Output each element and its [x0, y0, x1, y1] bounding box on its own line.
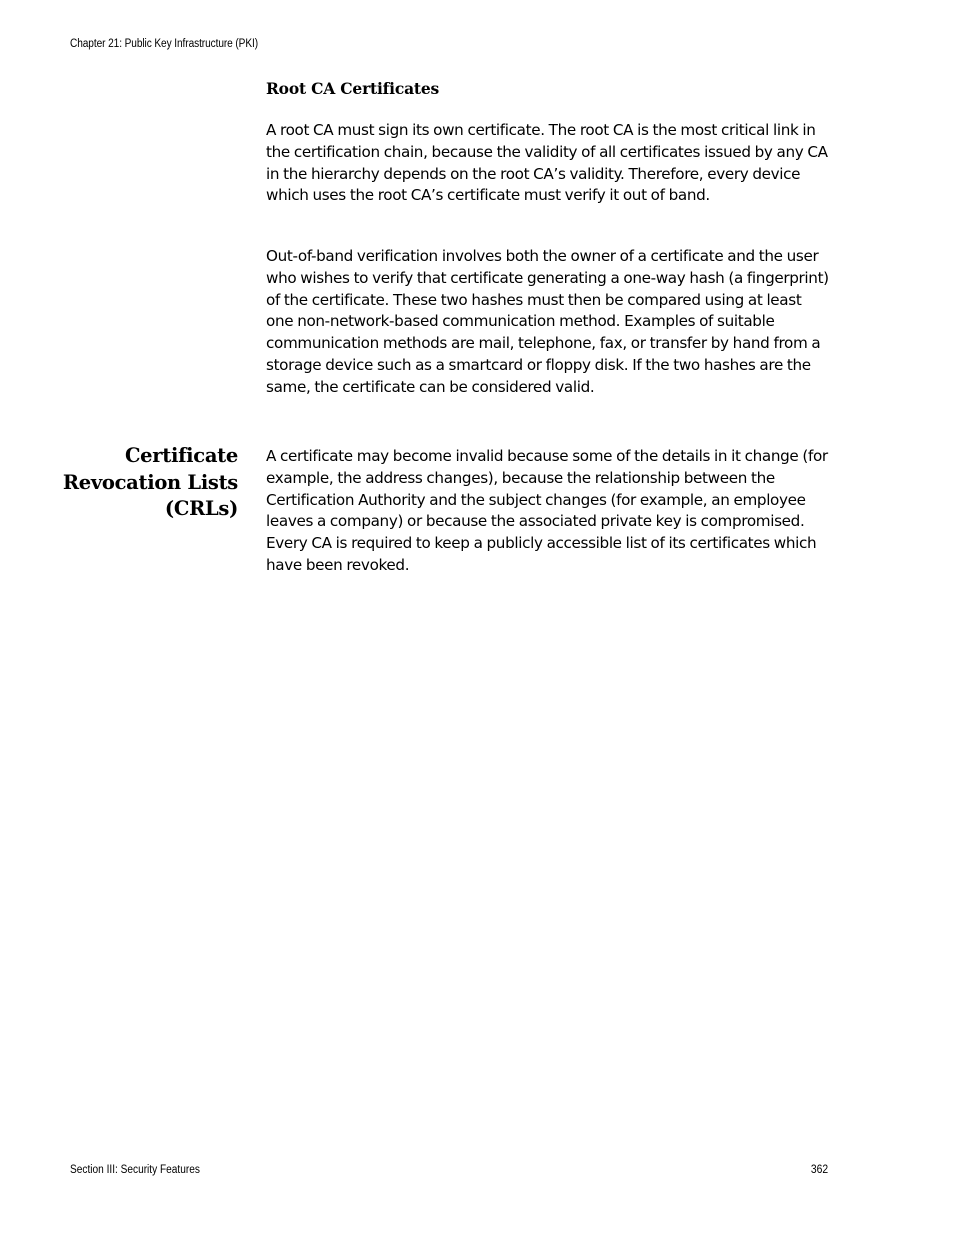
- crl-section-heading: [38, 443, 238, 523]
- footer-page-number: 362: [810, 1164, 828, 1176]
- root-ca-heading: Root CA Certificates: [266, 79, 440, 98]
- crl-heading-line-2: Revocation Lists: [62, 470, 238, 494]
- footer-section-label: Section III: Security Features: [70, 1164, 200, 1176]
- crl-heading-line-3: (CRLs): [164, 497, 238, 520]
- root-ca-paragraph-1: A root CA must sign its own certificate. The root CA is the most critical link in the certification chain, because the validity of all certificates issued by any CA in the hierarchy depends on the root CA’s validity. Therefore, every device which uses the root CA’s certificate must verify it out of band.: [266, 121, 828, 205]
- crl-heading-line-1: Certificate: [124, 444, 238, 467]
- running-header: Chapter 21: Public Key Infrastructure (PKI): [70, 38, 259, 50]
- root-ca-paragraph-2: Out-of-band verification involves both the owner of a certificate and the user who wishes to verify that certificate generating a one-way hash (a fingerprint) of the certificate. These two hashes must then be compared using at least one non-network-based communication method. Examples of suitable communication methods are mail, telephone, fax, or transfer by hand from a storage device such as a smartcard or floppy disk. If the two hashes are the same, the certificate can be considered valid.: [266, 247, 829, 396]
- crl-paragraph: A certificate may become invalid because some of the details in it change (for example, the address changes), because the relationship between the Certification Authority and the subject changes (for example, an employee leaves a company) or because the associated private key is compromised. Every CA is required to keep a publicly accessible list of its certificates which have been revoked.: [266, 447, 828, 574]
